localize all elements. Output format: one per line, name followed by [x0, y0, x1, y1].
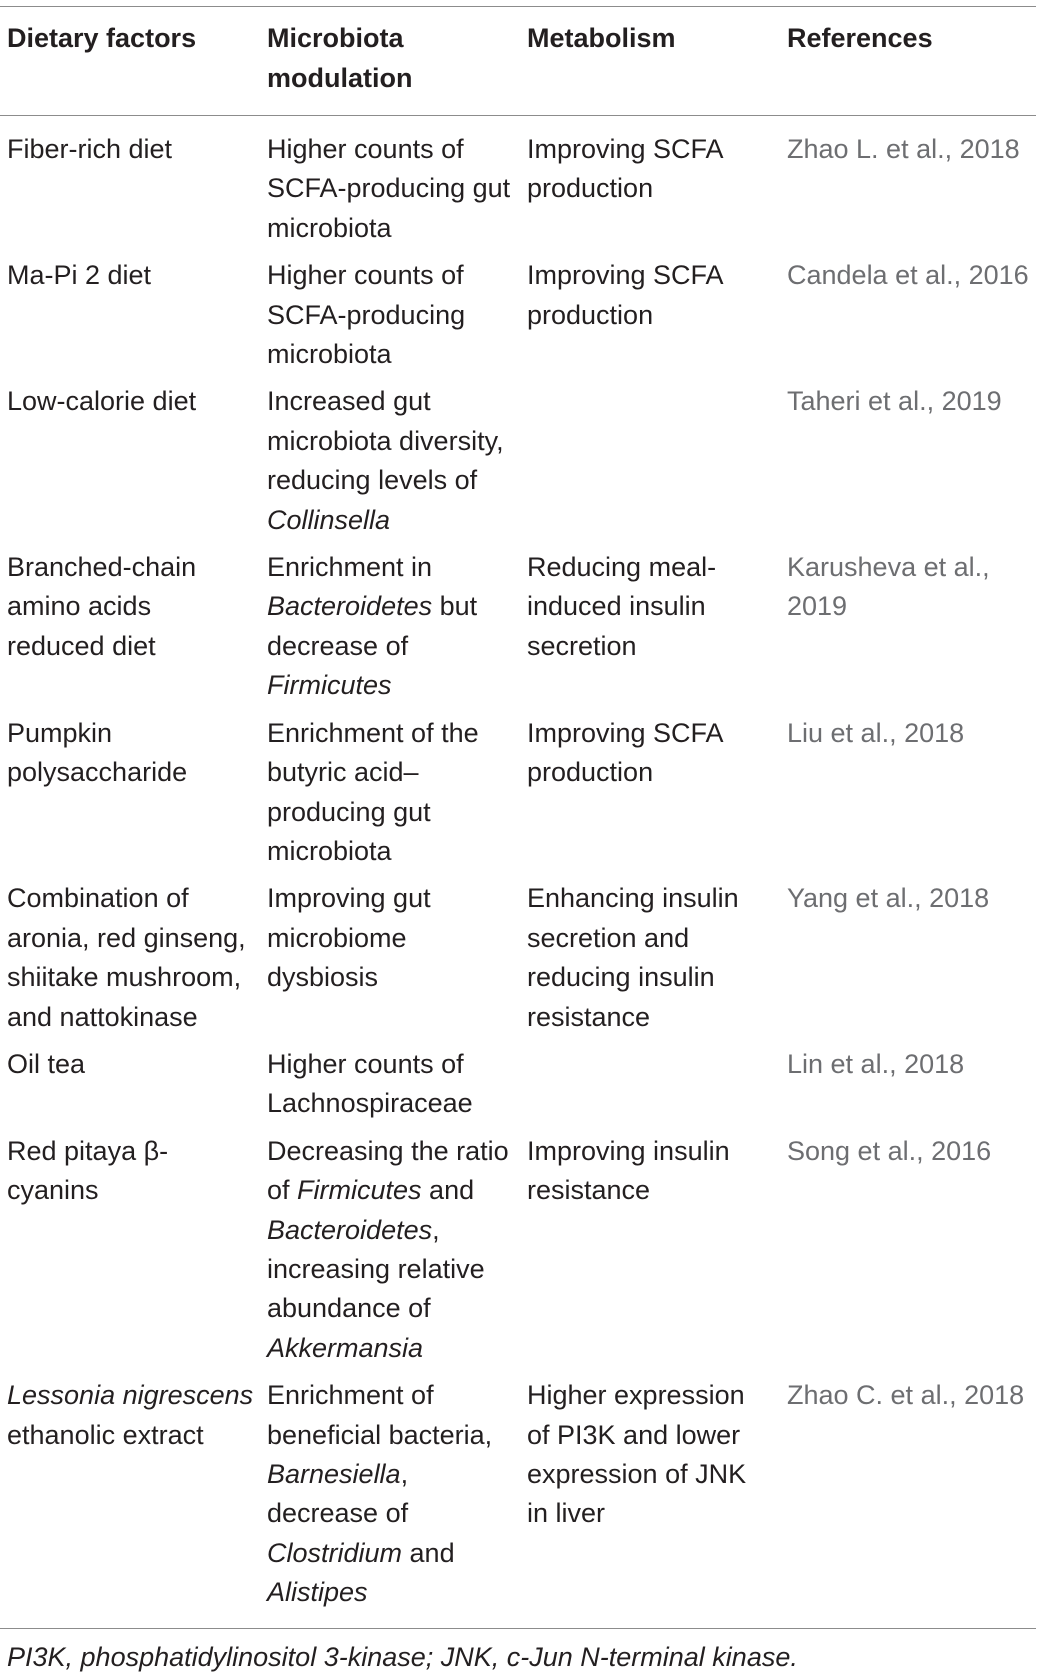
modulation-text: Decreasing the ratio of: [267, 1135, 509, 1206]
taxon-name: Bacteroidetes: [267, 1214, 433, 1245]
table-row: [0, 879, 1036, 1045]
header-dietary-factors: Dietary factors: [7, 23, 197, 53]
cell-reference: Lin et al., 2018: [787, 1048, 965, 1079]
bottom-rule: [0, 1628, 1036, 1629]
modulation-text: and: [402, 1537, 455, 1568]
cell-dietary-factor: [0, 548, 260, 714]
dietary-factors-table: [0, 18, 1036, 1621]
dietary-factor-text: Lessonia nigrescens: [7, 1380, 254, 1411]
modulation-text: Enrichment in: [267, 552, 433, 583]
cell-microbiota-modulation: [260, 548, 520, 714]
cell-microbiota-modulation: [260, 1376, 520, 1620]
modulation-text: and: [421, 1175, 475, 1206]
header-references: References: [787, 23, 933, 53]
taxon-name: Firmicutes: [297, 1175, 422, 1206]
modulation-text: Higher counts of Lachnospiraceae: [267, 1048, 473, 1119]
dietary-factor-text: Ma-Pi 2 diet: [7, 260, 152, 291]
dietary-factor-text: Fiber-rich diet: [7, 134, 173, 164]
cell-dietary-factor: [0, 1376, 260, 1620]
modulation-text: Enrichment of the butyric acid–producing gut microbiota: [267, 717, 479, 866]
cell-microbiota-modulation: [260, 256, 520, 382]
table-body: [0, 114, 1036, 1621]
cell-dietary-factor: [0, 1045, 260, 1132]
taxon-name: Firmicutes: [267, 670, 392, 701]
table-row: [0, 382, 1036, 548]
cell-microbiota-modulation: [260, 382, 520, 548]
cell-microbiota-modulation: [260, 1132, 520, 1376]
table-row: [0, 256, 1036, 382]
taxon-name: Bacteroidetes: [267, 591, 433, 622]
cell-microbiota-modulation: [260, 1045, 520, 1132]
table-row: [0, 1045, 1036, 1132]
cell-metabolism: [520, 382, 780, 548]
modulation-text: , increasing relative abundance of: [267, 1214, 485, 1324]
cell-reference: Yang et al., 2018: [787, 883, 990, 914]
dietary-factor-text: Low-calorie diet: [7, 386, 197, 417]
cell-dietary-factor: [0, 382, 260, 548]
taxon-name: Collinsella: [267, 504, 391, 535]
modulation-text: , decrease of: [267, 1459, 409, 1529]
dietary-factor-suffix: ethanolic extract: [7, 1419, 204, 1450]
dietary-factor-text: Oil tea: [7, 1048, 86, 1079]
top-rule: [0, 6, 1036, 7]
table-row: [0, 114, 1036, 256]
dietary-factor-text: Branched-chain amino acids reduced diet: [7, 552, 197, 661]
cell-reference: Song et al., 2016: [787, 1135, 992, 1166]
cell-reference: Karusheva et al., 2019: [787, 552, 990, 622]
table-row: [0, 1376, 1036, 1620]
cell-dietary-factor: [0, 879, 260, 1045]
cell-metabolism: Higher expression of PI3K and lower expression of JNK in liver: [527, 1380, 747, 1529]
cell-metabolism: Reducing meal-induced insulin secretion: [527, 552, 717, 661]
dietary-factor-text: Combination of aronia, red ginseng, shiitake mushroom, and nattokinase: [7, 883, 246, 1032]
table-header-row: [0, 18, 1036, 114]
table-row: [0, 548, 1036, 714]
cell-dietary-factor: [0, 1132, 260, 1376]
cell-metabolism: Improving insulin resistance: [527, 1135, 730, 1206]
cell-metabolism: [520, 1045, 780, 1132]
cell-reference: Taheri et al., 2019: [787, 386, 1002, 417]
taxon-name: Clostridium: [267, 1537, 403, 1568]
modulation-text: Increased gut microbiota diversity, reducing levels of: [267, 386, 504, 496]
header-metabolism: Metabolism: [527, 23, 676, 53]
cell-metabolism: Improving SCFA production: [527, 260, 723, 330]
cell-microbiota-modulation: [260, 714, 520, 880]
modulation-text: Improving gut microbiome dysbiosis: [267, 883, 431, 993]
cell-reference: Zhao C. et al., 2018: [787, 1380, 1025, 1411]
cell-dietary-factor: [0, 256, 260, 382]
modulation-text: but decrease of: [267, 591, 478, 661]
taxon-name: Barnesiella: [267, 1459, 401, 1489]
taxon-name: Alistipes: [267, 1577, 368, 1608]
cell-dietary-factor: [0, 714, 260, 880]
cell-metabolism: Improving SCFA production: [527, 134, 723, 204]
cell-reference: Candela et al., 2016: [787, 260, 1029, 291]
modulation-text: Enrichment of beneficial bacteria,: [267, 1380, 493, 1450]
cell-microbiota-modulation: [260, 114, 520, 256]
table-footnote: PI3K, phosphatidylinositol 3-kinase; JNK, c-Jun N-terminal kinase.: [7, 1642, 798, 1672]
table-row: [0, 714, 1036, 880]
header-microbiota-modulation: Microbiota modulation: [267, 23, 413, 93]
table-row: [0, 1132, 1036, 1376]
modulation-text: Higher counts of SCFA-producing microbiota: [267, 260, 466, 370]
cell-reference: Zhao L. et al., 2018: [787, 134, 1020, 164]
dietary-factor-text: Pumpkin polysaccharide: [7, 717, 188, 788]
taxon-name: Akkermansia: [267, 1332, 424, 1363]
cell-microbiota-modulation: [260, 879, 520, 1045]
cell-reference: Liu et al., 2018: [787, 717, 965, 748]
cell-metabolism: Improving SCFA production: [527, 717, 723, 788]
cell-dietary-factor: [0, 114, 260, 256]
cell-metabolism: Enhancing insulin secretion and reducing insulin resistance: [527, 883, 739, 1032]
dietary-factor-text: Red pitaya β-cyanins: [7, 1135, 169, 1206]
modulation-text: Higher counts of SCFA-producing gut microbiota: [267, 134, 511, 243]
